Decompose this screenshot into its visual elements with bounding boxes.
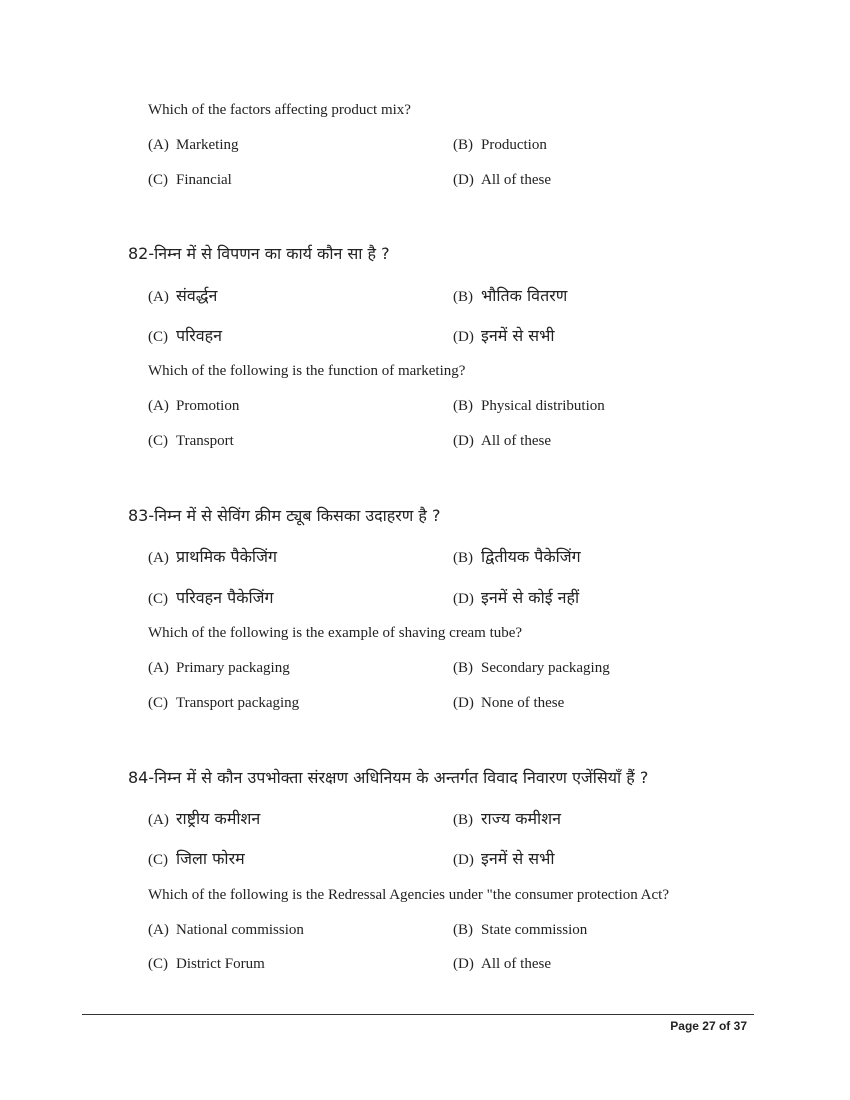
option-text: द्वितीयक पैकेजिंग (481, 547, 581, 566)
option-text: भौतिक वितरण (481, 286, 568, 305)
option-label: (B) (453, 550, 473, 566)
option-text: Marketing (176, 137, 239, 153)
question-83-hindi: 83-निम्न में से सेविंग क्रीम ट्यूब किसका उदाहरण है ? (128, 506, 441, 525)
option-d (453, 956, 551, 973)
option-b (453, 545, 581, 567)
option-label: (D) (453, 852, 474, 868)
option-text: District Forum (176, 956, 265, 972)
option-a (148, 398, 239, 415)
option-label: (C) (148, 329, 168, 345)
option-c (148, 847, 245, 869)
option-text: State commission (481, 922, 588, 938)
option-label: (A) (148, 550, 169, 566)
option-label: (D) (453, 172, 474, 188)
option-text: परिवहन पैकेजिंग (176, 588, 274, 607)
option-b (453, 807, 561, 829)
option-label: (A) (148, 398, 169, 414)
option-text: Transport packaging (176, 695, 300, 711)
option-label: (A) (148, 922, 169, 938)
option-label: (B) (453, 137, 473, 153)
option-text: All of these (481, 172, 551, 188)
option-text: Promotion (176, 398, 240, 414)
option-c (148, 586, 274, 608)
option-c (148, 172, 232, 189)
option-label: (A) (148, 289, 169, 305)
option-c (148, 433, 234, 450)
option-c (148, 695, 299, 712)
option-label: (A) (148, 137, 169, 153)
option-text: राज्य कमीशन (481, 809, 561, 828)
option-text: None of these (481, 695, 565, 711)
option-label: (C) (148, 956, 168, 972)
option-a (148, 922, 304, 939)
option-text: इनमें से सभी (481, 849, 555, 868)
question-82-english: Which of the following is the function of marketing? (148, 363, 466, 379)
option-label: (D) (453, 591, 474, 607)
option-label: (C) (148, 172, 168, 188)
page-number: Page 27 of 37 (670, 1019, 747, 1033)
option-label: (D) (453, 329, 474, 345)
option-text: Physical distribution (481, 398, 605, 414)
option-text: इनमें से कोई नहीं (481, 588, 580, 607)
option-label: (D) (453, 956, 474, 972)
option-label: (A) (148, 660, 169, 676)
option-label: (B) (453, 289, 473, 305)
question-81-english: Which of the factors affecting product mix? (148, 102, 411, 118)
option-text: Primary packaging (176, 660, 290, 676)
question-83-english: Which of the following is the example of shaving cream tube? (148, 625, 523, 641)
option-d (453, 847, 555, 869)
option-d (453, 695, 564, 712)
question-84-hindi: 84-निम्न में से कौन उपभोक्ता संरक्षण अधिनियम के अन्तर्गत विवाद निवारण एजेंसियाँ हैं ? (128, 768, 649, 787)
option-text: Transport (176, 433, 234, 449)
option-text: संवर्द्धन (176, 286, 218, 305)
option-label: (C) (148, 591, 168, 607)
option-text: Financial (176, 172, 232, 188)
option-text: प्राथमिक पैकेजिंग (176, 547, 277, 566)
option-a (148, 137, 238, 154)
option-a (148, 545, 277, 567)
option-label: (D) (453, 695, 474, 711)
option-label: (A) (148, 812, 169, 828)
option-label: (B) (453, 660, 473, 676)
option-text: Secondary packaging (481, 660, 610, 676)
option-b (453, 398, 605, 415)
option-label: (C) (148, 852, 168, 868)
option-text: National commission (176, 922, 304, 938)
option-label: (C) (148, 695, 168, 711)
option-text: Production (481, 137, 547, 153)
option-c (148, 324, 222, 346)
option-d (453, 586, 579, 608)
option-b (453, 660, 610, 677)
option-d (453, 324, 555, 346)
option-text: इनमें से सभी (481, 326, 555, 345)
option-text: All of these (481, 956, 551, 972)
question-84-english: Which of the following is the Redressal Agencies under "the consumer protection Act? (148, 887, 669, 903)
option-b (453, 284, 567, 306)
option-text: परिवहन (176, 326, 223, 345)
footer-divider (82, 1014, 754, 1015)
option-label: (C) (148, 433, 168, 449)
option-a (148, 807, 260, 829)
option-label: (D) (453, 433, 474, 449)
option-b (453, 137, 547, 154)
option-label: (B) (453, 922, 473, 938)
option-b (453, 922, 587, 939)
option-c (148, 956, 265, 973)
option-text: All of these (481, 433, 551, 449)
option-label: (B) (453, 398, 473, 414)
option-text: जिला फोरम (176, 849, 245, 868)
question-82-hindi: 82-निम्न में से विपणन का कार्य कौन सा है ? (128, 244, 390, 263)
option-label: (B) (453, 812, 473, 828)
option-d (453, 172, 551, 189)
option-text: राष्ट्रीय कमीशन (176, 809, 261, 828)
option-d (453, 433, 551, 450)
option-a (148, 284, 217, 306)
option-a (148, 660, 290, 677)
